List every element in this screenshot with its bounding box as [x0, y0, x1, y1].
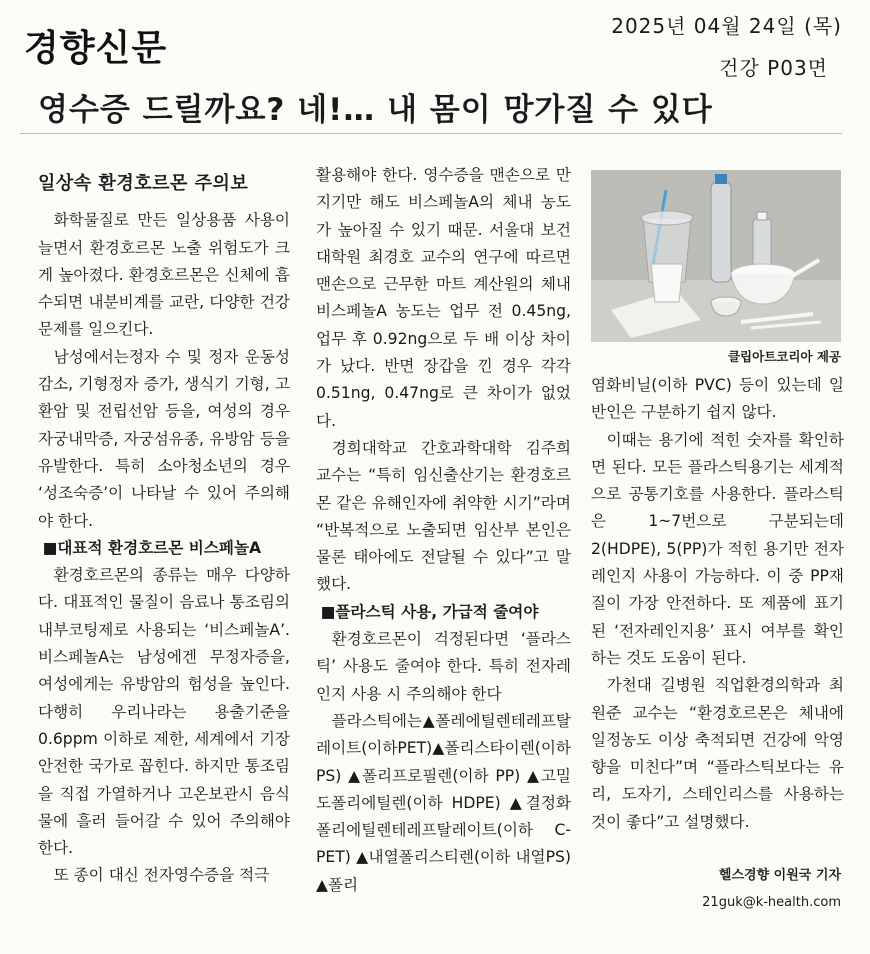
paragraph: 이때는 용기에 적힌 숫자를 확인하면 된다. 모든 플라스틱용기는 세계적으로 공통기호를 사용한다. 플라스틱은 1~7번으로 구분되는데 2(HDPE), 5(PP)가 적힌 용기만 전자레인지 사용이 가능하다. 이 중 PP재질이 가장 안전하다. 또 제품에 표기된 ‘전자레인지용’ 표시 여부를 확인하는 것도 도움이 된다.: [591, 430, 844, 667]
photo-illustration: [591, 170, 841, 342]
article-subheadline: 일상속 환경호르몬 주의보: [38, 173, 249, 194]
article-column-1: [38, 170, 290, 890]
paragraph: 환경호르몬이 걱정된다면 ‘플라스틱’ 사용도 줄여야 한다. 특히 전자레인지 사용 시 주의해야 한다: [316, 630, 571, 703]
paragraph: 플라스틱에는▲폴레에틸렌테레프탈레이트(이하PET)▲폴리스타이렌(이하 PS) ▲폴리프로필렌(이하 PP) ▲고밀도폴리에틸렌(이하 HDPE) ▲결정화폴리에틸렌테레프탈레이트(이하 C-PET) ▲내열폴리스티렌(이하 내열PS) ▲폴리: [316, 711, 571, 894]
paragraph: 경희대학교 간호과학대학 김주희 교수는 “특히 임신출산기는 환경호르몬 같은 유해인자에 취약한 시기”라며 “반복적으로 노출되면 임산부 본인은 물론 태아에도 전달될 수 있다”고 말했다.: [316, 438, 571, 594]
article-column-2: [316, 162, 571, 899]
section-heading-plastic: ■플라스틱 사용, 가급적 줄여야: [320, 602, 539, 621]
paragraph: 또 종이 대신 전자영수증을 적극: [53, 866, 270, 885]
article-headline: 영수증 드릴까요? 네!… 내 몸이 망가질 수 있다: [38, 92, 713, 128]
reporter-name: 헬스경향 이원국 기자: [718, 868, 841, 883]
paragraph: 가천대 길병원 직업환경의학과 최원준 교수는 “환경호르몬은 체내에 일정농도 이상 축적되면 건강에 악영향을 미친다”며 “플라스틱보다는 유리, 도자기, 스테인리스를 사용하는 것이 좋다”고 설명했다.: [591, 676, 844, 831]
section-heading-bisphenol: ■대표적 환경호르몬 비스페놀A: [42, 538, 262, 557]
article-column-3: [591, 372, 844, 836]
paragraph: 화학물질로 만든 일상용품 사용이 늘면서 환경호르몬 노출 위험도가 크게 높아졌다. 환경호르몬은 신체에 흡수되면 내분비계를 교란, 다양한 건강문제를 일으킨다.: [38, 211, 290, 339]
paragraph: 남성에서는정자 수 및 정자 운동성 감소, 기형정자 증가, 생식기 기형, 고환암 및 전립선암 등을, 여성의 경우 자궁내막증, 자궁섬유종, 유방암 등을 유발한다. 특히 소아청소년의 경우 ‘성조숙증’이 나타날 수 있어 주의해야 한다.: [38, 347, 290, 530]
publication-date: 2025년 04월 24일 (목): [611, 14, 842, 38]
plastic-containers-photo: [591, 170, 841, 342]
paragraph: 환경호르몬의 종류는 매우 다양하다. 대표적인 물질이 음료나 통조림의 내부코팅제로 사용되는 ‘비스페놀A’. 비스페놀A는 남성에겐 무정자증을, 여성에게는 유방암의 험성을 높인다. 다행히 우리나라는 용출기준을 0.6ppm 이하로 제한, 세계에서 기장 안전한 국가로 꼽힌다. 하지만 통조림을 직접 가열하거나 고온보관시 음식물에 흘러 들어갈 수 있어 주의해야 한다.: [38, 566, 290, 858]
reporter-byline: [591, 862, 841, 916]
reporter-email: 21guk@k-health.com: [702, 895, 841, 910]
paragraph: 활용해야 한다. 영수증을 맨손으로 만지기만 해도 비스페놀A의 체내 농도가 높아질 수 있기 때문. 서울대 보건대학원 최경호 교수의 연구에 따르면 맨손으로 근무한 마트 계산원의 체내 비스페놀A 농도는 업무 전 0.45ng, 업무 후 0.92ng으로 두 배 이상 차이가 났다. 반면 장갑을 낀 경우 각각 0.51ng, 0.47ng로 큰 차이가 없었다.: [316, 166, 571, 430]
paragraph: 염화비닐(이하 PVC) 등이 있는데 일반인은 구분하기 쉽지 않다.: [591, 376, 844, 422]
section-page: 건강 P03면: [719, 56, 828, 80]
headline-divider: [20, 133, 842, 134]
photo-caption: 클립아트코리아 제공: [727, 349, 841, 364]
newspaper-masthead: 경향신문: [24, 27, 168, 69]
